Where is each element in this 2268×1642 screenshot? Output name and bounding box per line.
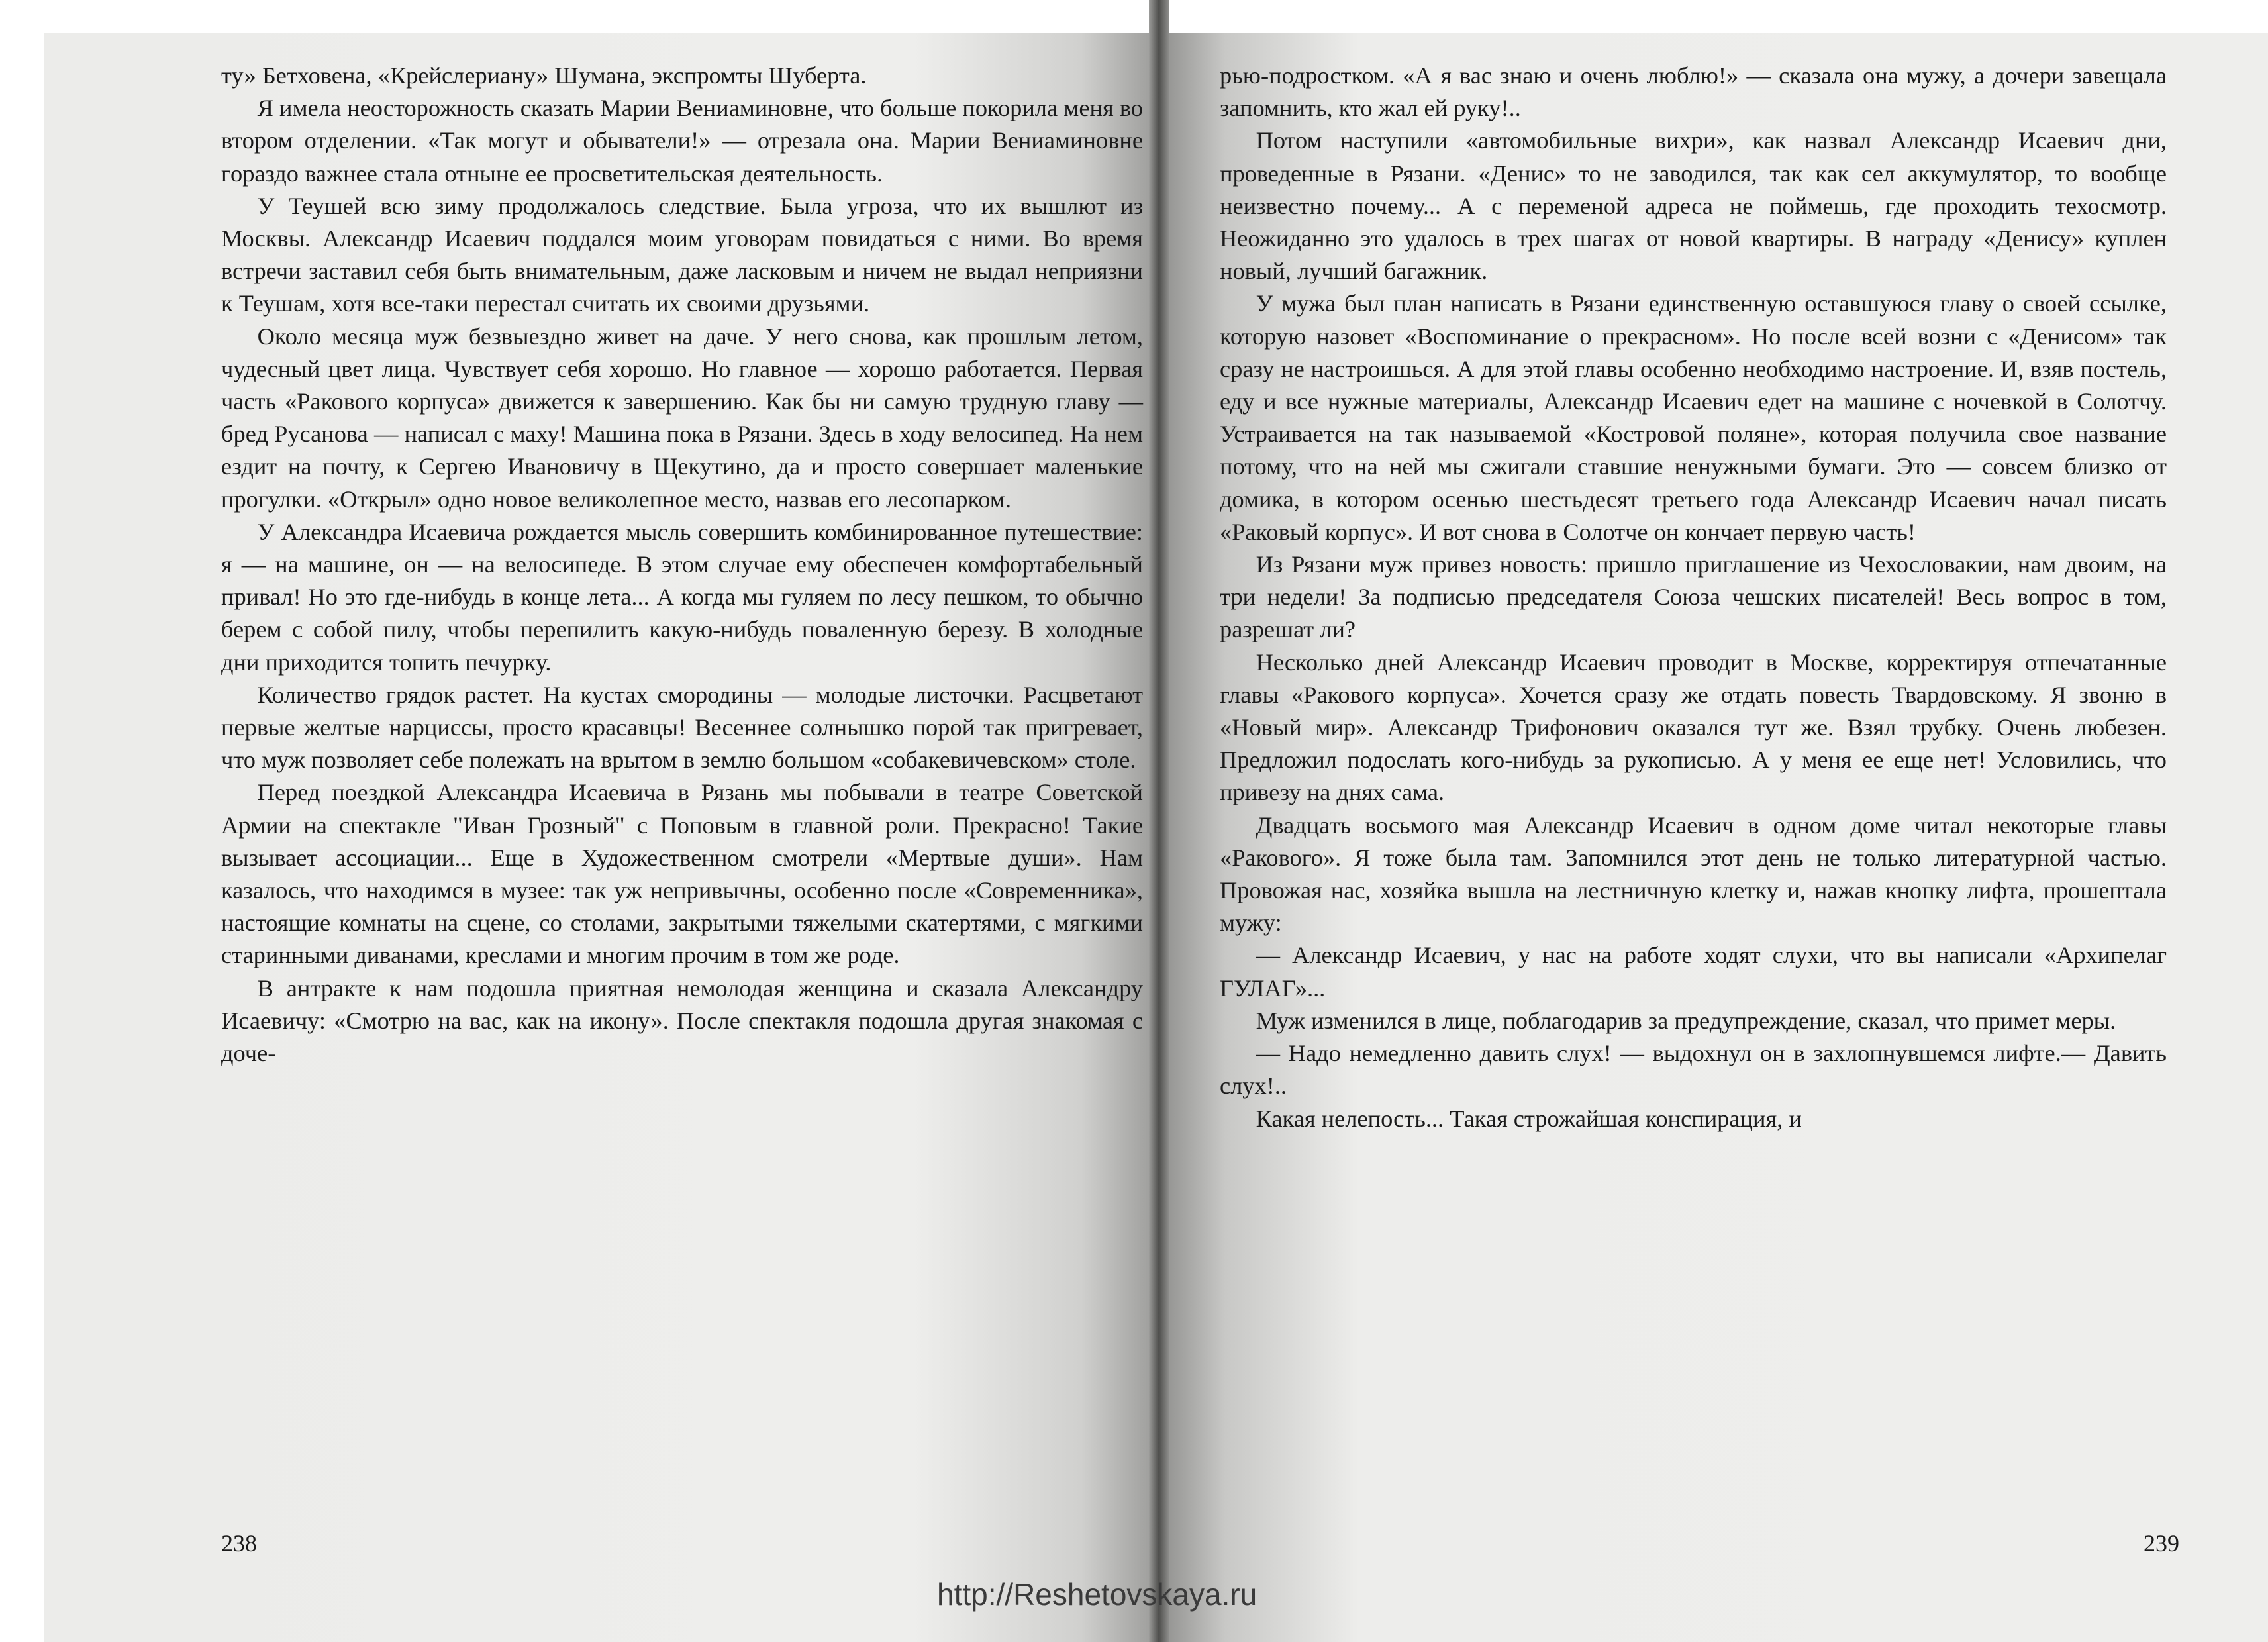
page-number-right: 239 — [2144, 1530, 2179, 1557]
paragraph: У Теушей всю зиму продолжалось следствие. Была угроза, что их вышлют из Москвы. Александр Исаевич поддался моим уговорам повидаться с ними. Во время встречи заставил себя быть внимательным, даже ласковым и ничем не выдал неприязни к Теушам, хотя все-таки перестал считать их своими друзьями. — [221, 192, 1143, 317]
right-page-text — [1220, 60, 2167, 1135]
paragraph: Я имела неосторожность сказать Марии Вениаминовне, что больше покорила меня во втором отделении. «Так могут и обыватели!» — отрезала она. Марии Вениаминовне гораздо важнее стала отныне ее просветительская деятельность. — [221, 95, 1143, 187]
page-number-left: 238 — [221, 1530, 257, 1557]
paragraph: Двадцать восьмого мая Александр Исаевич в одном доме читал некоторые главы «Ракового». Я тоже была там. Запомнился этот день не только литературной частью. Провожая нас, хозяйка вышла на лестничную клетку и, нажав кнопку лифта, прошептала мужу: — [1220, 811, 2167, 937]
paragraph: У мужа был план написать в Рязани единственную оставшуюся главу о своей ссылке, которую назовет «Воспоминание о прекрасном». Но после всей возни с «Денисом» так сразу не настроишься. А для этой главы особенно необходимо настроение. И, взяв постель, еду и все нужные материалы, Александр Исаевич едет на машине с ночевкой в Солотчу. Устраивается на так называемой «Костровой поляне», которая получила свое название потому, что на ней мы сжигали ставшие ненужными бумаги. Это — совсем близко от домика, в котором осенью шестьдесят третьего года Александр Исаевич начал писать «Раковый корпус». И вот снова в Солотче он кончает первую часть! — [1220, 290, 2167, 545]
paragraph: Муж изменился в лице, поблагодарив за предупреждение, сказал, что примет меры. — [1256, 1007, 2116, 1034]
paragraph: — Надо немедленно давить слух! — выдохнул он в захлопнувшемся лифте.— Давить слух!.. — [1220, 1040, 2167, 1100]
right-page — [1159, 33, 2268, 1642]
paragraph: — Александр Исаевич, у нас на работе ходят слухи, что вы написали «Архипелаг ГУЛАГ»... — [1220, 942, 2167, 1001]
paragraph: ту» Бетховена, «Крейслериану» Шумана, экспромты Шуберта. — [221, 62, 867, 89]
paragraph: рью-подростком. «А я вас знаю и очень люблю!» — сказала она мужу, а дочери завещала запомнить, кто жал ей руку!.. — [1220, 62, 2167, 122]
paragraph: Количество грядок растет. На кустах смородины — молодые листочки. Расцветают первые желтые нарциссы, просто красавцы! Весеннее солнышко порой так пригревает, что муж позволяет себе полежать на врытом в землю большом «собакевичевском» столе. — [221, 681, 1143, 774]
book-gutter-shadow — [1149, 0, 1169, 1642]
source-watermark: http://Reshetovskaya.ru — [937, 1577, 1257, 1612]
paragraph: Несколько дней Александр Исаевич проводит в Москве, корректируя отпечатанные главы «Ракового корпуса». Хочется сразу же отдать повесть Твардовскому. Я звоню в «Новый мир». Александр Трифонович оказался тут же. Взял трубку. Очень любезен. Предложил подослать кого-нибудь за рукописью. А у меня ее еще нет! Условились, что привезу на днях сама. — [1220, 648, 2167, 806]
paragraph: Перед поездкой Александра Исаевича в Рязань мы побывали в театре Советской Армии на спектакле "Иван Грозный" с Поповым в главной роли. Прекрасно! Такие вызывает ассоциации... Еще в Художественном смотрели «Мертвые души». Нам казалось, что находимся в музее: так уж непривычны, особенно после «Современника», настоящие комнаты на сцене, со столами, закрытыми тяжелыми скатертями, с мягкими старинными диванами, креслами и многим прочим в том же роде. — [221, 779, 1143, 969]
paragraph: Из Рязани муж привез новость: пришло приглашение из Чехословакии, нам двоим, на три недели! За подписью председателя Союза чешских писателей! Весь вопрос в том, разрешат ли? — [1220, 551, 2167, 643]
paragraph: У Александра Исаевича рождается мысль совершить комбинированное путешествие: я — на машине, он — на велосипеде. В этом случае ему обеспечен комфортабельный привал! Но это где-нибудь в конце лета... А когда мы гуляем по лесу пешком, то обычно берем с собой пилу, чтобы перепилить какую-нибудь поваленную березу. В холодные дни приходится топить печурку. — [221, 518, 1143, 676]
paragraph: Какая нелепость... Такая строжайшая конспирация, и — [1256, 1105, 1802, 1132]
paragraph: В антракте к нам подошла приятная немолодая женщина и сказала Александру Исаевичу: «Смотрю на вас, как на икону». После спектакля подошла другая знакомая с доче- — [221, 974, 1143, 1067]
left-page — [44, 33, 1159, 1642]
paragraph: Около месяца муж безвыездно живет на даче. У него снова, как прошлым летом, чудесный цвет лица. Чувствует себя хорошо. Но главное — хорошо работается. Первая часть «Ракового корпуса» движется к завершению. Как бы ни самую трудную главу — бред Русанова — написал с маху! Машина пока в Рязани. Здесь в ходу велосипед. На нем ездит на почту, к Сергею Ивановичу в Щекутино, да и просто совершает маленькие прогулки. «Открыл» одно новое великолепное место, назвав его лесопарком. — [221, 323, 1143, 513]
paragraph: Потом наступили «автомобильные вихри», как назвал Александр Исаевич дни, проведенные в Рязани. «Денис» то не заводился, так как сел аккумулятор, то вообще неизвестно почему... А с переменой адреса не поймешь, где проходить техосмотр. Неожиданно это удалось в трех шагах от новой квартиры. В награду «Денису» куплен новый, лучший багажник. — [1220, 127, 2167, 285]
left-page-text — [221, 60, 1143, 1070]
